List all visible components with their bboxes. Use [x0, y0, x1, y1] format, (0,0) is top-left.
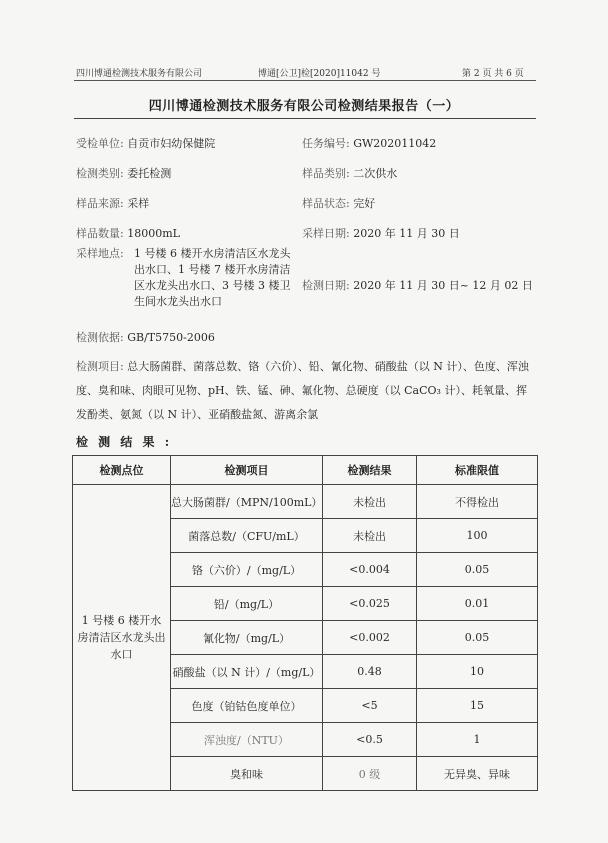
header-page-number: 第 2 页 共 6 页 — [462, 69, 524, 79]
test-type-field — [76, 165, 171, 181]
header-item: 检测项目 — [171, 456, 323, 485]
location-value: 1 号楼 6 楼开水房清洁区水龙头出水口、1 号楼 7 楼开水房清洁区水龙头出水口、3 号楼 3 楼卫生间水龙头出水口 — [134, 247, 291, 308]
quantity-field — [76, 225, 180, 241]
test-date-label: 检测日期: — [302, 279, 350, 292]
task-value: GW202011042 — [353, 137, 437, 150]
point-cell: 1 号楼 6 楼开水房清洁区水龙头出水口 — [73, 485, 171, 791]
task-label: 任务编号: — [302, 137, 350, 150]
basis-field — [76, 329, 215, 345]
item-cell: 总大肠菌群/（MPN/100mL） — [171, 485, 323, 519]
item-cell: 硝酸盐（以 N 计）/（mg/L） — [171, 655, 323, 689]
item-cell: 铅/（mg/L） — [171, 587, 323, 621]
header-point: 检测点位 — [73, 456, 171, 485]
header-limit: 标准限值 — [417, 456, 538, 485]
client-field — [76, 135, 215, 151]
source-field — [76, 195, 149, 211]
limit-cell: 0.05 — [417, 553, 538, 587]
header-rule — [74, 80, 536, 81]
test-date-field — [302, 277, 533, 293]
test-items-label: 检测项目: — [76, 360, 124, 373]
header-result: 检测结果 — [323, 456, 417, 485]
limit-cell: 不得检出 — [417, 485, 538, 519]
item-cell: 臭和味 — [171, 757, 323, 791]
result-cell: <0.004 — [323, 553, 417, 587]
test-date-value: 2020 年 11 月 30 日~ 12 月 02 日 — [353, 279, 533, 292]
result-cell: 未检出 — [323, 519, 417, 553]
item-cell: 浑浊度/（NTU） — [171, 723, 323, 757]
limit-cell: 0.05 — [417, 621, 538, 655]
client-label: 受检单位: — [76, 137, 124, 150]
result-cell: 0 级 — [323, 757, 417, 791]
sample-type-value: 二次供水 — [353, 167, 398, 180]
test-type-value: 委托检测 — [127, 167, 172, 180]
limit-cell: 15 — [417, 689, 538, 723]
sample-date-label: 采样日期: — [302, 227, 350, 240]
result-cell: <0.025 — [323, 587, 417, 621]
limit-cell: 1 — [417, 723, 538, 757]
item-cell: 铬（六价）/（mg/L） — [171, 553, 323, 587]
source-value: 采样 — [127, 197, 150, 210]
test-type-label: 检测类别: — [76, 167, 124, 180]
basis-label: 检测依据: — [76, 331, 124, 344]
table-header-row — [73, 456, 538, 485]
header-company: 四川博通检测技术服务有限公司 — [76, 69, 203, 79]
state-label: 样品状态: — [302, 197, 350, 210]
location-label: 采样地点: — [76, 247, 124, 260]
state-value: 完好 — [353, 197, 376, 210]
limit-cell: 无异臭、异味 — [417, 757, 538, 791]
result-cell: 未检出 — [323, 485, 417, 519]
table-row — [73, 485, 538, 519]
report-title: 四川博通检测技术服务有限公司检测结果报告（一） — [148, 99, 460, 114]
result-cell: <5 — [323, 689, 417, 723]
sample-type-field — [302, 165, 397, 181]
item-cell: 氰化物/（mg/L） — [171, 621, 323, 655]
limit-cell: 10 — [417, 655, 538, 689]
quantity-value: 18000mL — [127, 227, 180, 240]
test-items-value: 总大肠菌群、菌落总数、铬（六价）、铅、氰化物、硝酸盐（以 N 计）、色度、浑浊度、臭和味、肉眼可见物、pH、铁、锰、砷、氟化物、总硬度（以 CaCO₃ 计）、耗氧量、挥发酚类、氨氮（以 N 计）、亚硝酸盐氮、游离余氯 — [76, 360, 529, 421]
limit-cell: 0.01 — [417, 587, 538, 621]
sample-type-label: 样品类别: — [302, 167, 350, 180]
results-heading: 检 测 结 果 : — [76, 435, 173, 449]
basis-value: GB/T5750-2006 — [127, 331, 215, 344]
result-cell: <0.5 — [323, 723, 417, 757]
result-cell: <0.002 — [323, 621, 417, 655]
source-label: 样品来源: — [76, 197, 124, 210]
sample-date-field — [302, 225, 460, 241]
task-field — [302, 135, 436, 151]
item-cell: 色度（铂钴色度单位） — [171, 689, 323, 723]
state-field — [302, 195, 375, 211]
sample-date-value: 2020 年 11 月 30 日 — [353, 227, 460, 240]
results-table — [72, 455, 538, 791]
client-value: 自贡市妇幼保健院 — [127, 137, 216, 150]
test-items-field — [76, 355, 534, 427]
limit-cell: 100 — [417, 519, 538, 553]
title-rule — [74, 118, 536, 119]
header-report-number: 博通[公卫]检[2020]11042 号 — [258, 69, 381, 79]
item-cell: 菌落总数/（CFU/mL） — [171, 519, 323, 553]
location-field — [76, 246, 301, 310]
quantity-label: 样品数量: — [76, 227, 124, 240]
result-cell: 0.48 — [323, 655, 417, 689]
